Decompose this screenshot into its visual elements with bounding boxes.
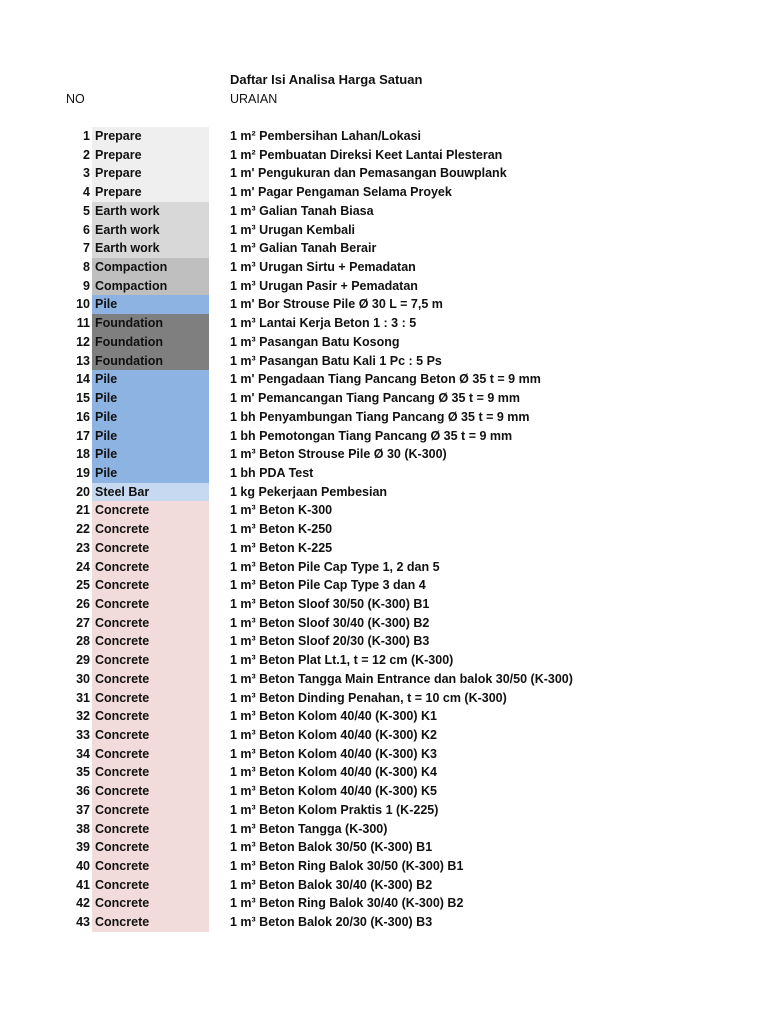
table-row: [0, 857, 768, 876]
row-category: Concrete: [92, 782, 209, 801]
table-row: [0, 838, 768, 857]
table-row: [0, 427, 768, 446]
row-number: 43: [76, 915, 90, 930]
page-title: Daftar Isi Analisa Harga Satuan: [230, 72, 423, 87]
row-description: 1 m³ Beton Balok 30/40 (K-300) B2: [230, 877, 433, 892]
row-category: Foundation: [92, 352, 209, 371]
row-number: 4: [83, 185, 90, 200]
table-row: [0, 763, 768, 782]
row-description: 1 m³ Beton Kolom 40/40 (K-300) K5: [230, 784, 437, 799]
row-number: 42: [76, 896, 90, 911]
table-row: [0, 913, 768, 932]
row-number: 9: [83, 278, 90, 293]
row-category: Concrete: [92, 894, 209, 913]
row-category: Concrete: [92, 801, 209, 820]
row-number: 25: [76, 578, 90, 593]
row-number: 34: [76, 746, 90, 761]
row-category: Prepare: [92, 127, 209, 146]
row-category: Concrete: [92, 520, 209, 539]
row-number: 10: [76, 297, 90, 312]
row-category: Pile: [92, 445, 209, 464]
row-description: 1 m³ Beton Dinding Penahan, t = 10 cm (K-300): [230, 690, 507, 705]
row-category: Pile: [92, 408, 209, 427]
row-description: 1 m³ Pasangan Batu Kosong: [230, 334, 400, 349]
row-description: 1 m³ Urugan Sirtu + Pemadatan: [230, 260, 416, 275]
row-description: 1 m³ Galian Tanah Biasa: [230, 203, 374, 218]
table-row: [0, 894, 768, 913]
row-number: 33: [76, 728, 90, 742]
table-row: [0, 876, 768, 895]
row-category: Compaction: [92, 258, 209, 277]
row-description: 1 m³ Beton Pile Cap Type 1, 2 dan 5: [230, 559, 440, 574]
row-description: 1 bh PDA Test: [230, 465, 314, 480]
row-number: 30: [76, 671, 90, 686]
row-description: 1 m³ Beton K-250: [230, 522, 333, 537]
column-header-uraian: URAIAN: [230, 92, 278, 106]
row-number: 28: [76, 634, 90, 649]
row-category: Steel Bar: [92, 483, 209, 502]
row-category: Pile: [92, 389, 209, 408]
row-number: 21: [76, 503, 90, 518]
row-description: 1 m' Pagar Pengaman Selama Proyek: [230, 185, 452, 200]
row-number: 13: [76, 353, 90, 368]
row-category: Foundation: [92, 333, 209, 352]
column-header-no: NO: [66, 92, 85, 106]
table-row: [0, 576, 768, 595]
row-category: Concrete: [92, 595, 209, 614]
row-category: Earth work: [92, 221, 209, 240]
table-row: [0, 277, 768, 296]
table-row: [0, 483, 768, 502]
row-number: 24: [76, 559, 90, 574]
row-description: 1 m² Pembersihan Lahan/Lokasi: [230, 129, 422, 143]
row-description: 1 m' Pengukuran dan Pemasangan Bouwplank: [230, 166, 507, 181]
row-description: 1 m³ Beton Sloof 20/30 (K-300) B3: [230, 634, 430, 649]
table-row: [0, 707, 768, 726]
table-row: [0, 595, 768, 614]
row-number: 23: [76, 540, 90, 555]
row-category: Pile: [92, 464, 209, 483]
row-category: Prepare: [92, 146, 209, 165]
row-description: 1 bh Pemotongan Tiang Pancang Ø 35 t = 9 mm: [230, 428, 513, 443]
row-description: 1 m³ Beton Kolom 40/40 (K-300) K1: [230, 709, 437, 724]
row-number: 31: [76, 690, 90, 705]
row-number: 19: [76, 465, 90, 480]
table-row: [0, 689, 768, 708]
row-category: Concrete: [92, 763, 209, 782]
row-number: 32: [76, 709, 90, 724]
table-row: [0, 558, 768, 577]
row-number: 8: [83, 260, 90, 275]
row-number: 6: [83, 222, 90, 237]
table-row: [0, 726, 768, 745]
row-description: 1 m' Pengadaan Tiang Pancang Beton Ø 35 t = 9 mm: [230, 372, 541, 387]
table-row: [0, 370, 768, 389]
row-number: 17: [76, 428, 90, 443]
row-category: Prepare: [92, 164, 209, 183]
row-category: Concrete: [92, 857, 209, 876]
row-category: Concrete: [92, 670, 209, 689]
row-category: Earth work: [92, 202, 209, 221]
table-row: [0, 801, 768, 820]
row-number: 36: [76, 784, 90, 799]
table-row: [0, 295, 768, 314]
row-category: Concrete: [92, 558, 209, 577]
row-description: 1 m³ Beton Kolom 40/40 (K-300) K2: [230, 728, 437, 742]
row-description: 1 m³ Beton Sloof 30/40 (K-300) B2: [230, 615, 430, 630]
table-row: [0, 782, 768, 801]
row-number: 38: [76, 821, 90, 836]
row-number: 7: [83, 241, 90, 256]
row-number: 18: [76, 447, 90, 462]
row-number: 35: [76, 765, 90, 780]
row-description: 1 m³ Beton Ring Balok 30/50 (K-300) B1: [230, 859, 464, 874]
row-description: 1 m³ Urugan Pasir + Pemadatan: [230, 278, 418, 293]
row-number: 41: [76, 877, 90, 892]
row-number: 1: [83, 129, 90, 143]
row-number: 26: [76, 596, 90, 611]
table-row: [0, 258, 768, 277]
row-description: 1 m³ Beton Tangga (K-300): [230, 821, 388, 836]
row-description: 1 m³ Beton K-225: [230, 540, 333, 555]
table-row: [0, 314, 768, 333]
table-row: [0, 651, 768, 670]
row-category: Concrete: [92, 745, 209, 764]
row-category: Concrete: [92, 913, 209, 932]
table-row: [0, 501, 768, 520]
table-row: [0, 146, 768, 165]
row-description: 1 m³ Beton Strouse Pile Ø 30 (K-300): [230, 447, 447, 462]
row-description: 1 bh Penyambungan Tiang Pancang Ø 35 t = 9 mm: [230, 409, 530, 424]
row-category: Concrete: [92, 651, 209, 670]
row-number: 11: [76, 316, 90, 331]
row-description: 1 m³ Beton Ring Balok 30/40 (K-300) B2: [230, 896, 464, 911]
row-description: 1 m² Pembuatan Direksi Keet Lantai Plesteran: [230, 147, 503, 162]
table-row: [0, 239, 768, 258]
row-category: Concrete: [92, 876, 209, 895]
row-category: Concrete: [92, 838, 209, 857]
row-number: 37: [76, 802, 90, 817]
row-number: 22: [76, 522, 90, 537]
row-description: 1 m³ Beton Sloof 30/50 (K-300) B1: [230, 596, 430, 611]
row-description: 1 m³ Galian Tanah Berair: [230, 241, 377, 256]
row-description: 1 m³ Beton Kolom 40/40 (K-300) K4: [230, 765, 437, 780]
row-category: Pile: [92, 370, 209, 389]
table-row: [0, 127, 768, 146]
row-description: 1 m³ Pasangan Batu Kali 1 Pc : 5 Ps: [230, 353, 442, 368]
row-description: 1 m' Pemancangan Tiang Pancang Ø 35 t = 9 mm: [230, 391, 520, 406]
table-row: [0, 632, 768, 651]
row-number: 20: [76, 484, 90, 499]
row-description: 1 m³ Urugan Kembali: [230, 222, 356, 237]
row-category: Concrete: [92, 707, 209, 726]
table-row: [0, 183, 768, 202]
row-category: Earth work: [92, 239, 209, 258]
row-description: 1 m³ Beton Kolom Praktis 1 (K-225): [230, 802, 439, 817]
table-row: [0, 745, 768, 764]
row-category: Concrete: [92, 689, 209, 708]
row-number: 12: [76, 334, 90, 349]
row-number: 5: [83, 203, 90, 218]
table-row: [0, 464, 768, 483]
row-category: Concrete: [92, 614, 209, 633]
table-row: [0, 820, 768, 839]
row-description: 1 kg Pekerjaan Pembesian: [230, 484, 388, 499]
row-description: 1 m³ Beton Balok 20/30 (K-300) B3: [230, 915, 433, 930]
table-row: [0, 445, 768, 464]
row-category: Pile: [92, 295, 209, 314]
table-row: [0, 408, 768, 427]
row-category: Concrete: [92, 820, 209, 839]
row-description: 1 m³ Beton Kolom 40/40 (K-300) K3: [230, 746, 437, 761]
row-number: 2: [83, 147, 90, 162]
table-row: [0, 670, 768, 689]
row-category: Concrete: [92, 576, 209, 595]
row-description: 1 m³ Beton Pile Cap Type 3 dan 4: [230, 578, 426, 593]
row-description: 1 m³ Beton Balok 30/50 (K-300) B1: [230, 840, 433, 855]
table-row: [0, 221, 768, 240]
row-number: 3: [83, 166, 90, 181]
table-row: [0, 202, 768, 221]
table-row: [0, 539, 768, 558]
row-category: Pile: [92, 427, 209, 446]
row-category: Compaction: [92, 277, 209, 296]
row-number: 40: [76, 859, 90, 874]
table-row: [0, 164, 768, 183]
row-category: Prepare: [92, 183, 209, 202]
row-number: 14: [76, 372, 90, 387]
row-category: Concrete: [92, 539, 209, 558]
row-description: 1 m³ Beton Plat Lt.1, t = 12 cm (K-300): [230, 653, 454, 668]
table-row: [0, 333, 768, 352]
row-number: 16: [76, 409, 90, 424]
row-description: 1 m³ Beton K-300: [230, 503, 333, 518]
table-row: [0, 520, 768, 539]
row-category: Concrete: [92, 632, 209, 651]
row-category: Concrete: [92, 726, 209, 745]
row-number: 15: [76, 391, 90, 406]
table-row: [0, 614, 768, 633]
row-number: 29: [76, 653, 90, 668]
row-description: 1 m³ Beton Tangga Main Entrance dan balok 30/50 (K-300): [230, 671, 573, 686]
table-row: [0, 352, 768, 371]
row-number: 39: [76, 840, 90, 855]
row-number: 27: [76, 615, 90, 630]
item-table: [0, 127, 768, 932]
table-row: [0, 389, 768, 408]
row-category: Concrete: [92, 501, 209, 520]
row-description: 1 m³ Lantai Kerja Beton 1 : 3 : 5: [230, 316, 417, 331]
row-category: Foundation: [92, 314, 209, 333]
row-description: 1 m' Bor Strouse Pile Ø 30 L = 7,5 m: [230, 297, 443, 312]
